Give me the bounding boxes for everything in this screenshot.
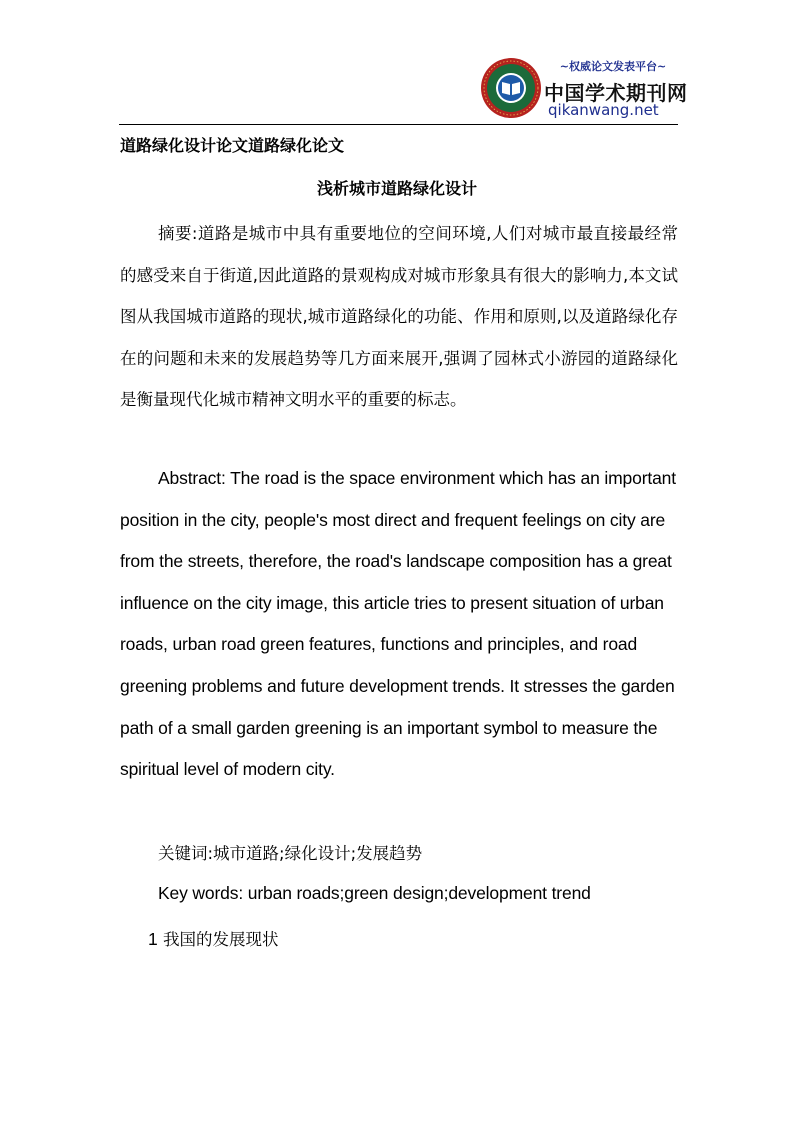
keywords-chinese: 关键词:城市道路;绿化设计;发展趋势: [158, 844, 423, 863]
logo-domain: qikanwang.net: [548, 101, 659, 119]
document-title: 道路绿化设计论文道路绿化论文: [120, 136, 345, 155]
abstract-chinese: 摘要:道路是城市中具有重要地位的空间环境,人们对城市最直接最经常的感受来自于街道,因此道路的景观构成对城市形象具有很大的影响力,本文试图从我国城市道路的现状,城市道路绿化的功能、作用和原则,以及道路绿化存在的问题和未来的发展趋势等几方面来展开,强调了园林式小游园的道路绿化是衡量现代化城市精神文明水平的重要的标志。: [120, 224, 678, 409]
keywords-english: Key words: urban roads;green design;development trend: [158, 883, 591, 903]
section-title: 我国的发展现状: [162, 930, 279, 949]
section-number: 1: [148, 929, 158, 949]
header-divider: [119, 124, 678, 125]
logo-name: 中国学术期刊网: [544, 81, 688, 105]
page-header: [119, 55, 688, 125]
abstract-english: Abstract: The road is the space environment which has an important position in the city, people's most direct and frequent feelings on city are from the streets, therefore, the road's landscape composition has a great influence on the city image, this article tries to present situation of urban roads, urban road green features, functions and principles, and road greening problems and future development trends. It stresses the garden path of a small garden greening is an important symbol to measure the spiritual level of modern city.: [120, 468, 676, 780]
book-seal-icon: [480, 57, 542, 119]
section-heading: [148, 926, 278, 950]
article-title: 浅析城市道路绿化设计: [316, 179, 477, 198]
logo-tagline: ~权威论文发表平台~: [559, 60, 667, 73]
